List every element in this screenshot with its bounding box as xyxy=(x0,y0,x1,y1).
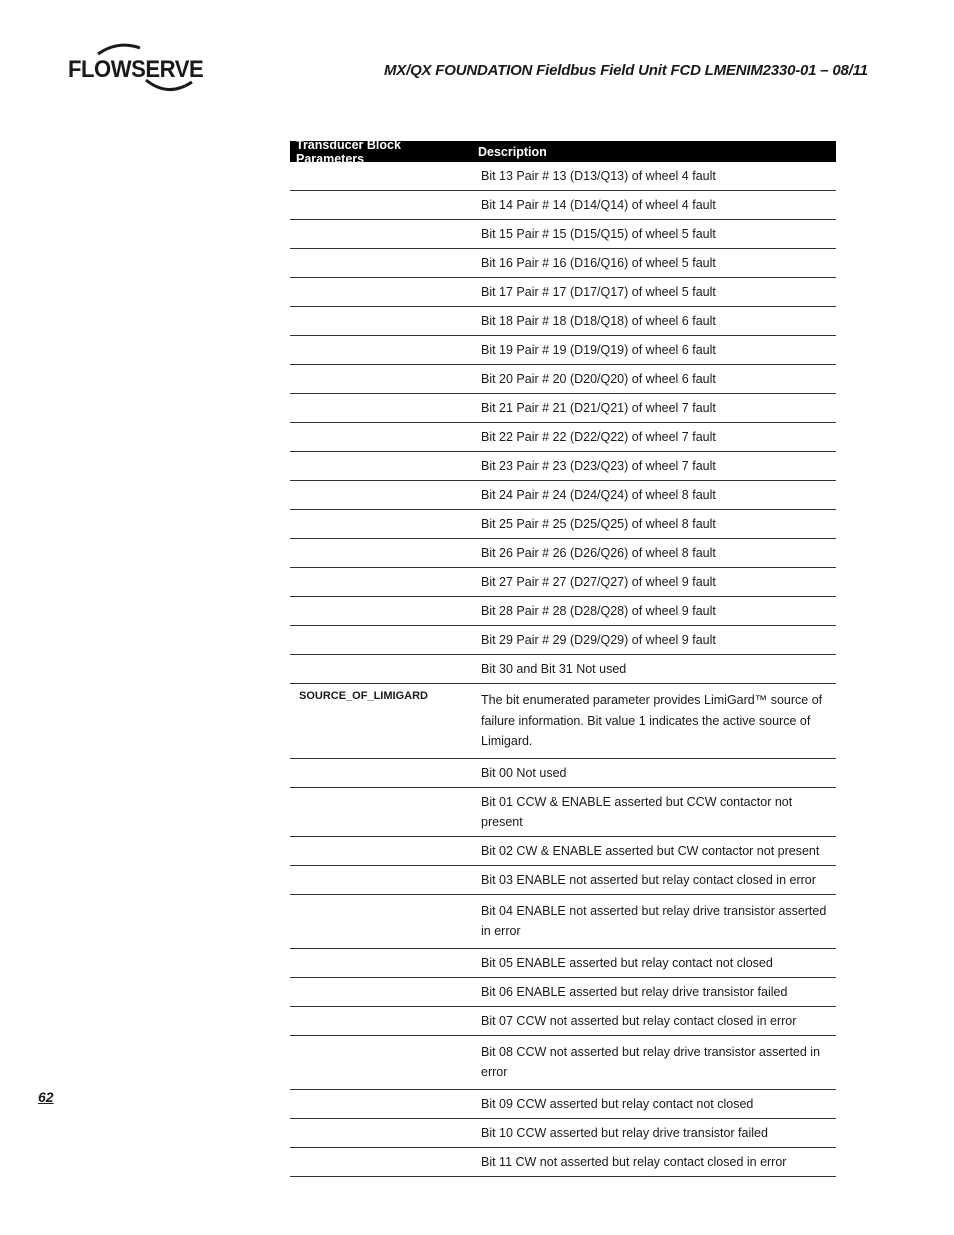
table-row xyxy=(290,307,836,336)
description-cell: Bit 28 Pair # 28 (D28/Q28) of wheel 9 fault xyxy=(481,604,716,618)
parameter-cell xyxy=(290,626,481,654)
parameter-cell xyxy=(290,539,481,567)
page-number: 62 xyxy=(38,1089,54,1105)
table-row xyxy=(290,1148,836,1177)
description-cell: Bit 07 CCW not asserted but relay contact closed in error xyxy=(481,1013,797,1028)
parameter-cell xyxy=(290,597,481,625)
parameter-cell xyxy=(290,481,481,509)
table-row xyxy=(290,336,836,365)
description-cell: Bit 24 Pair # 24 (D24/Q24) of wheel 8 fault xyxy=(481,488,716,502)
description-cell: The bit enumerated parameter provides LimiGard™ source of failure information. Bit value 1 indicates the active source of Limigard. xyxy=(481,693,823,748)
parameter-cell xyxy=(290,394,481,422)
description-cell: Bit 21 Pair # 21 (D21/Q21) of wheel 7 fault xyxy=(481,401,716,415)
parameter-cell xyxy=(290,452,481,480)
parameter-cell xyxy=(290,365,481,393)
table-row xyxy=(290,626,836,655)
column-header-parameters: Transducer Block Parameters xyxy=(296,137,401,166)
table-row xyxy=(290,1090,836,1119)
table-row xyxy=(290,655,836,684)
table-row xyxy=(290,423,836,452)
parameter-cell xyxy=(290,220,481,248)
parameter-cell xyxy=(290,510,481,538)
table-row xyxy=(290,162,836,191)
description-cell: Bit 16 Pair # 16 (D16/Q16) of wheel 5 fault xyxy=(481,256,716,270)
parameter-cell xyxy=(290,423,481,451)
description-cell: Bit 26 Pair # 26 (D26/Q26) of wheel 8 fault xyxy=(481,546,716,560)
description-cell: Bit 30 and Bit 31 Not used xyxy=(481,662,627,676)
description-cell: Bit 08 CCW not asserted but relay drive transistor asserted in error xyxy=(481,1044,821,1079)
table-row xyxy=(290,539,836,568)
parameter-cell xyxy=(290,866,481,894)
table-row xyxy=(290,191,836,220)
parameter-cell xyxy=(290,837,481,865)
table-row xyxy=(290,365,836,394)
table-row xyxy=(290,788,836,837)
description-cell: Bit 10 CCW asserted but relay drive transistor failed xyxy=(481,1125,768,1140)
description-cell: Bit 20 Pair # 20 (D20/Q20) of wheel 6 fault xyxy=(481,372,716,386)
table-row xyxy=(290,978,836,1007)
flowserve-logo xyxy=(68,42,208,96)
description-cell: Bit 17 Pair # 17 (D17/Q17) of wheel 5 fault xyxy=(481,285,716,299)
table-row xyxy=(290,510,836,539)
table-row xyxy=(290,684,836,759)
description-cell: Bit 23 Pair # 23 (D23/Q23) of wheel 7 fault xyxy=(481,459,716,473)
table-body xyxy=(290,162,836,1177)
parameter-cell xyxy=(290,759,481,787)
table-row xyxy=(290,278,836,307)
description-cell: Bit 03 ENABLE not asserted but relay contact closed in error xyxy=(481,872,816,887)
table-row xyxy=(290,1007,836,1036)
table-row xyxy=(290,597,836,626)
description-cell: Bit 18 Pair # 18 (D18/Q18) of wheel 6 fault xyxy=(481,314,716,328)
table-row xyxy=(290,452,836,481)
description-cell: Bit 25 Pair # 25 (D25/Q25) of wheel 8 fault xyxy=(481,517,716,531)
column-header-description: Description xyxy=(478,144,547,159)
parameter-cell xyxy=(290,1148,481,1176)
description-cell: Bit 22 Pair # 22 (D22/Q22) of wheel 7 fault xyxy=(481,430,716,444)
description-cell: Bit 02 CW & ENABLE asserted but CW contactor not present xyxy=(481,843,820,858)
parameter-cell xyxy=(290,1119,481,1147)
parameter-cell xyxy=(290,162,481,190)
description-cell: Bit 04 ENABLE not asserted but relay drive transistor asserted in error xyxy=(481,903,827,938)
table-row xyxy=(290,481,836,510)
document-title: MX/QX FOUNDATION Fieldbus Field Unit FCD LMENIM2330-01 – 08/11 xyxy=(384,62,868,79)
parameter-cell xyxy=(290,895,481,948)
table-header xyxy=(290,137,836,166)
table-row xyxy=(290,249,836,278)
parameter-cell xyxy=(290,1090,481,1118)
parameter-cell xyxy=(290,249,481,277)
logo-text: FLOWSERVE xyxy=(68,56,204,83)
description-cell: Bit 05 ENABLE asserted but relay contact not closed xyxy=(481,955,773,970)
parameter-cell xyxy=(290,1036,481,1089)
parameter-cell xyxy=(290,655,481,683)
table-row xyxy=(290,568,836,597)
description-cell: Bit 29 Pair # 29 (D29/Q29) of wheel 9 fault xyxy=(481,633,716,647)
parameter-cell xyxy=(290,788,481,836)
description-cell: Bit 00 Not used xyxy=(481,765,567,780)
table-row xyxy=(290,1119,836,1148)
parameters-table xyxy=(290,137,836,1177)
description-cell: Bit 09 CCW asserted but relay contact not closed xyxy=(481,1096,754,1111)
table-row xyxy=(290,895,836,949)
parameter-cell xyxy=(290,1007,481,1035)
table-row xyxy=(290,1036,836,1090)
description-cell: Bit 11 CW not asserted but relay contact closed in error xyxy=(481,1154,787,1169)
description-cell: Bit 01 CCW & ENABLE asserted but CCW contactor not present xyxy=(481,794,793,829)
parameter-cell: SOURCE_OF_LIMIGARD xyxy=(299,690,428,702)
table-row xyxy=(290,866,836,895)
parameter-cell xyxy=(290,278,481,306)
parameter-cell xyxy=(290,191,481,219)
parameter-cell xyxy=(290,978,481,1006)
parameter-cell xyxy=(290,949,481,977)
parameter-cell xyxy=(290,307,481,335)
table-row xyxy=(290,837,836,866)
table-row xyxy=(290,949,836,978)
parameter-cell xyxy=(290,336,481,364)
table-row xyxy=(290,394,836,423)
parameter-cell xyxy=(290,568,481,596)
table-row xyxy=(290,220,836,249)
description-cell: Bit 13 Pair # 13 (D13/Q13) of wheel 4 fault xyxy=(481,169,716,183)
description-cell: Bit 19 Pair # 19 (D19/Q19) of wheel 6 fault xyxy=(481,343,716,357)
description-cell: Bit 14 Pair # 14 (D14/Q14) of wheel 4 fault xyxy=(481,198,716,212)
description-cell: Bit 27 Pair # 27 (D27/Q27) of wheel 9 fault xyxy=(481,575,716,589)
description-cell: Bit 15 Pair # 15 (D15/Q15) of wheel 5 fault xyxy=(481,227,716,241)
description-cell: Bit 06 ENABLE asserted but relay drive transistor failed xyxy=(481,984,788,999)
table-row xyxy=(290,759,836,788)
